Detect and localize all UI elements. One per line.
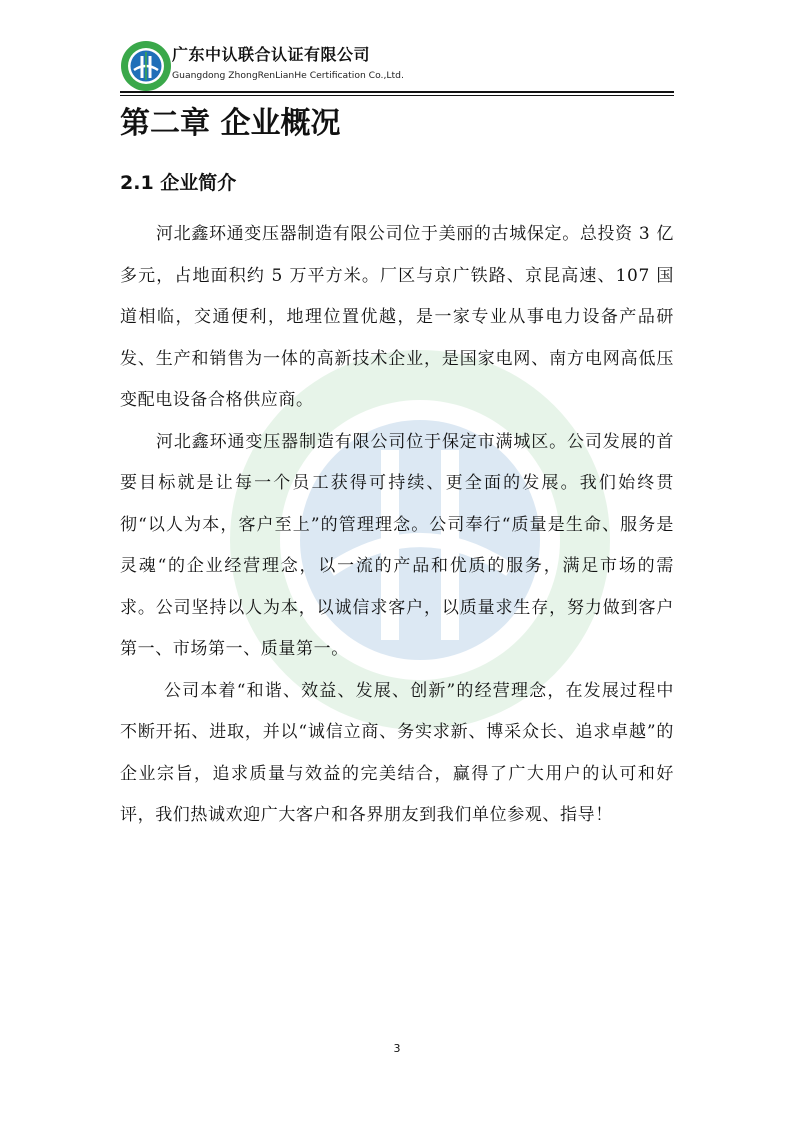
- chapter-title: 第二章 企业概况: [120, 106, 341, 141]
- body-text: [120, 214, 674, 837]
- page-number: 3: [393, 1042, 401, 1055]
- header-rule-thin: [120, 95, 674, 96]
- section-title: 2.1 企业简介: [120, 172, 237, 194]
- paragraph: 河北鑫环通变压器制造有限公司位于保定市满城区。公司发展的首要目标就是让每一个员工获得可持续、更全面的发展。我们始终贯彻“以人为本，客户至上”的管理理念。公司奉行“质量是生命、服务是灵魂“的企业经营理念，以一流的产品和优质的服务，满足市场的需求。公司坚持以人为本，以诚信求客户，以质量求生存，努力做到客户第一、市场第一、质量第一。: [120, 431, 674, 659]
- paragraph: 公司本着“和谐、效益、发展、创新”的经营理念，在发展过程中不断开拓、进取，并以“诚信立商、务实求新、博采众长、追求卓越”的企业宗旨，追求质量与效益的完美结合，赢得了广大用户的认可和好评，我们热诚欢迎广大客户和各界朋友到我们单位参观、指导！: [120, 680, 674, 825]
- paragraph: 河北鑫环通变压器制造有限公司位于美丽的古城保定。总投资 3 亿多元，占地面积约 5 万平方米。厂区与京广铁路、京昆高速、107 国道相临，交通便利，地理位置优越，是一家专业从事电力设备产品研发、生产和销售为一体的高新技术企业，是国家电网、南方电网高低压变配电设备合格供应商。: [120, 224, 674, 410]
- company-name-cn: 广东中认联合认证有限公司: [172, 45, 371, 64]
- page-header: [120, 40, 674, 96]
- certification-seal-icon: [120, 40, 172, 92]
- company-name-en: Guangdong ZhongRenLianHe Certification Co.,Ltd.: [172, 70, 404, 81]
- header-rule-thick: [120, 91, 674, 93]
